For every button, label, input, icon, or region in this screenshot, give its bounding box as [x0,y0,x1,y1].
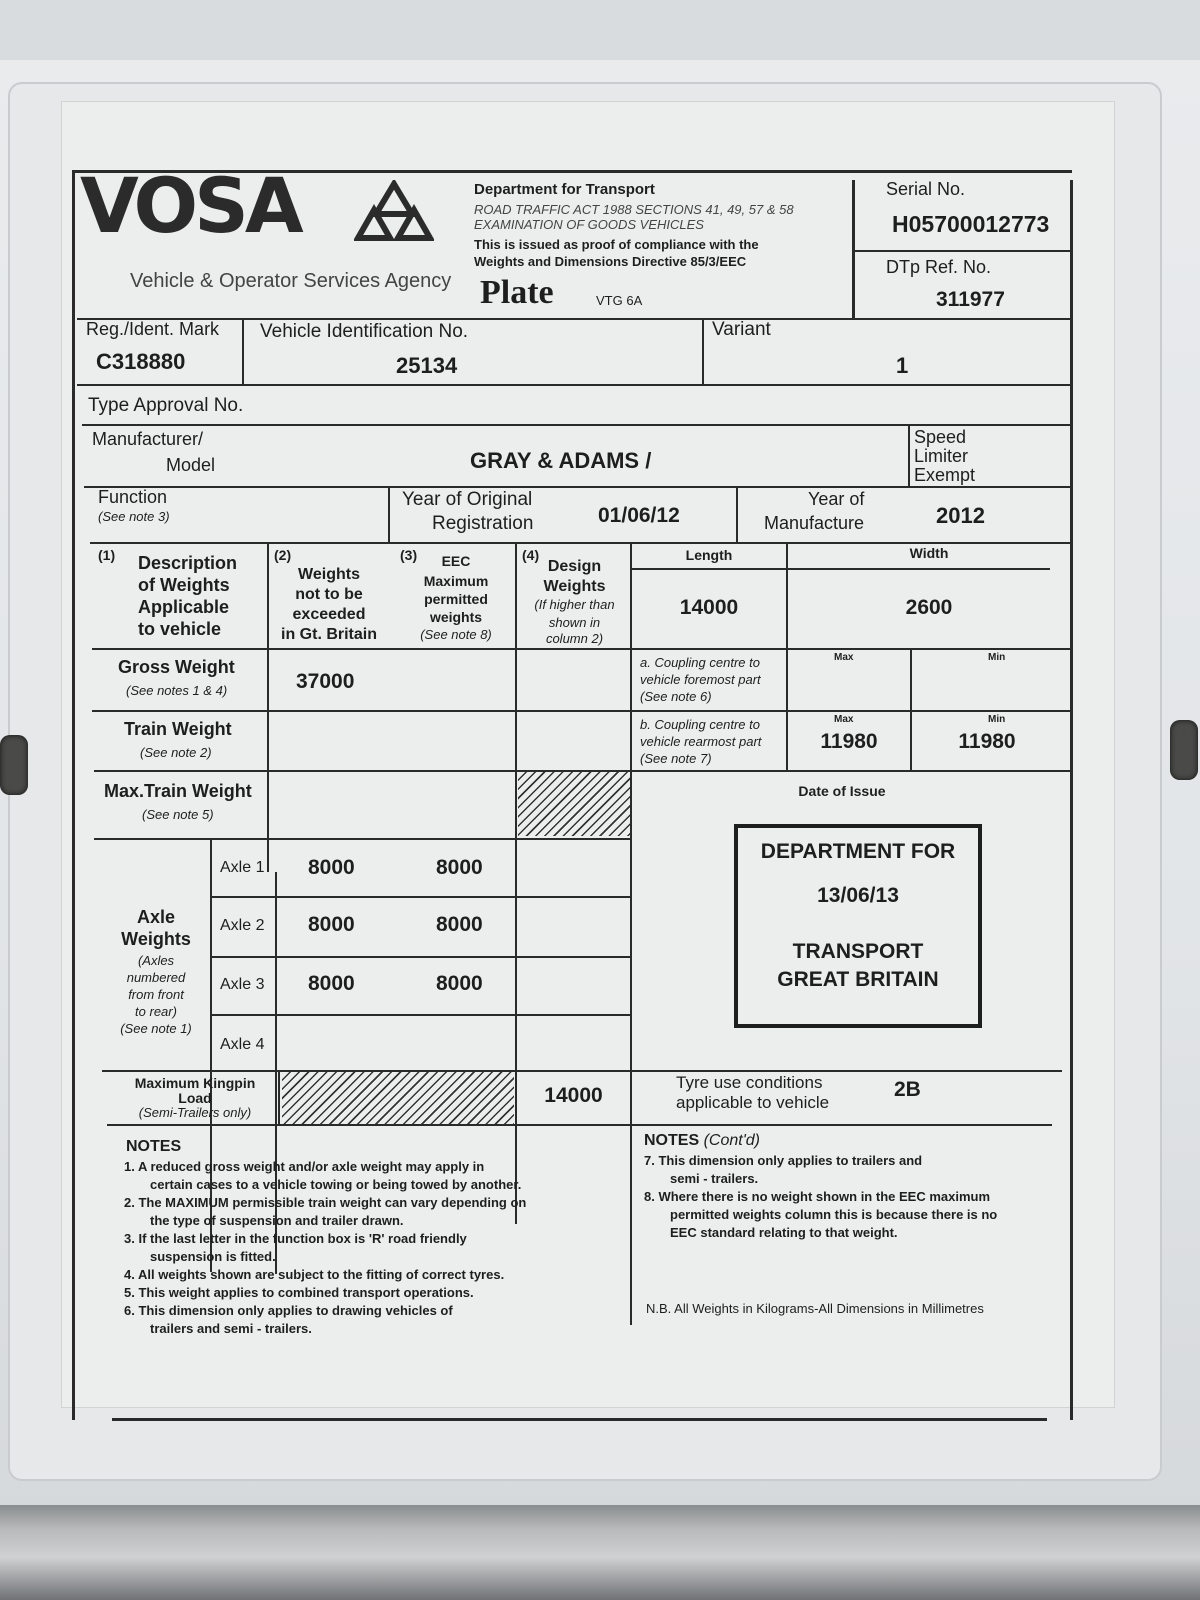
gross-gb-value: 37000 [296,670,355,693]
stamp-line-2: TRANSPORT [792,940,924,963]
col3-line-2: Maximum [423,573,489,589]
vin-value: 25134 [396,353,458,378]
length-value: 14000 [679,596,739,619]
axle-1-eec: 8000 [436,856,483,879]
col4-line-4: shown in [548,615,601,630]
model-label: Model [166,455,216,475]
axle-2-eec: 8000 [436,913,483,936]
coupling-a-min-label: Min [988,652,1006,663]
axle-1-label: Axle 1 [220,859,265,876]
axle-note-5: (See note 1) [120,1021,192,1036]
proof-line-2: Weights and Dimensions Directive 85/3/EEC [474,254,747,269]
note-cont-line: EEC standard relating to that weight. [670,1225,898,1240]
left-bolt [0,735,28,795]
col3-line-4: weights [429,609,483,625]
coupling-a-1: a. Coupling centre to [640,655,760,670]
note-cont-line: permitted weights column this is because there is no [670,1207,998,1222]
reg-label: Reg./Ident. Mark [86,319,220,339]
axle-note-1: (Axles [137,953,175,968]
yom-label-2: Manufacture [764,513,865,533]
coupling-b-max-label: Max [834,714,854,725]
axle-4-label: Axle 4 [220,1036,265,1053]
coupling-b-min-value: 11980 [958,730,1016,753]
kingpin-line-1: Maximum Kingpin [134,1075,256,1091]
axle-title-2: Weights [121,929,191,949]
col4-line-5: column 2) [545,631,604,646]
coupling-b-max-value: 11980 [820,730,878,753]
coupling-a-max-label: Max [834,652,854,663]
right-bolt [1170,720,1198,780]
axle-2-gb: 8000 [308,913,355,936]
coupling-a-2: vehicle foremost part [640,672,761,687]
dept-name: Department for Transport [474,181,655,198]
train-note: (See note 2) [140,745,212,760]
note-cont-line: 7. This dimension only applies to trailers and [644,1153,923,1168]
yor-label-1: Year of Original [402,489,533,510]
function-note: (See note 3) [98,509,170,524]
note-line: suspension is fitted. [150,1249,276,1264]
kingpin-hatch [282,1072,514,1124]
col1-number: (1) [98,547,116,563]
notes-cont-title: NOTES (Cont'd) [644,1132,760,1149]
maxtrain-note: (See note 5) [142,807,214,822]
note-cont-line: semi - trailers. [670,1171,759,1186]
col2-line-4: in Gt. Britain [281,626,377,643]
axle-note-3: from front [128,987,184,1002]
col2-number: (2) [274,547,292,563]
trailer-rail [0,1505,1200,1600]
date-issue-label: Date of Issue [798,783,886,799]
yor-label-2: Registration [432,513,534,534]
coupling-a-3: (See note 6) [640,689,712,704]
yom-label-1: Year of [808,489,865,509]
axle-3-label: Axle 3 [220,976,265,993]
yom-value: 2012 [936,503,985,528]
act-line-2: EXAMINATION OF GOODS VEHICLES [474,217,704,232]
col2-line-2: not to be [295,586,363,603]
vin-label: Vehicle Identification No. [260,321,469,342]
stamp-date: 13/06/13 [817,884,899,907]
width-value: 2600 [905,596,953,619]
stamp-line-3: GREAT BRITAIN [777,968,939,991]
coupling-b-min-label: Min [988,714,1006,725]
kingpin-design-value: 14000 [544,1084,603,1107]
col3-line-3: permitted [424,591,488,607]
note-line: 4. All weights shown are subject to the fitting of correct tyres. [124,1267,505,1282]
coupling-b-2: vehicle rearmost part [640,734,762,749]
axle-2-label: Axle 2 [220,917,265,934]
function-label: Function [98,487,168,507]
plate-title: Plate [480,274,554,311]
col1-line-2: of Weights [138,575,230,595]
axle-3-eec: 8000 [436,972,483,995]
variant-value: 1 [896,353,909,378]
col2-line-3: exceeded [292,606,366,623]
agency-name: Vehicle & Operator Services Agency [130,270,452,292]
gross-label: Gross Weight [118,657,235,677]
vosa-logo: VOSA [80,161,300,250]
width-label: Width [909,545,949,561]
proof-line-1: This is issued as proof of compliance with the [474,237,759,252]
axle-note-2: numbered [126,970,186,985]
tyre-value: 2B [894,1078,921,1101]
maxtrain-label: Max.Train Weight [104,781,252,801]
col1-line-3: Applicable [138,597,230,617]
type-approval-label: Type Approval No. [88,395,244,416]
col2-line-1: Weights [298,566,360,583]
kingpin-line-2: Load [178,1090,212,1106]
note-line: the type of suspension and trailer drawn. [150,1213,404,1228]
speed-label-2: Limiter [914,446,969,466]
train-label: Train Weight [124,719,232,739]
coupling-b-3: (See note 7) [640,751,712,766]
ministry-plate [62,102,1114,1407]
notes-title: NOTES [126,1138,182,1155]
col3-line-5: (See note 8) [420,627,492,642]
axle-3-gb: 8000 [308,972,355,995]
axle-title-1: Axle [136,907,176,927]
length-label: Length [685,547,733,563]
col1-line-1: Description [138,553,238,573]
reg-value: C318880 [96,349,186,374]
gross-note: (See notes 1 & 4) [126,683,228,698]
form-code: VTG 6A [596,293,643,308]
yor-value: 01/06/12 [598,504,680,527]
col3-line-1: EEC [441,553,471,569]
tyre-line-1: Tyre use conditions [676,1073,823,1092]
note-line: trailers and semi - trailers. [150,1321,312,1336]
design-maxtrain-hatch [518,772,630,836]
col4-number: (4) [522,547,540,563]
manufacturer-value: GRAY & ADAMS / [470,448,652,473]
col4-line-3: (If higher than [534,597,615,612]
col3-number: (3) [400,547,418,563]
stamp-line-1: DEPARTMENT FOR [760,840,956,863]
kingpin-line-3: (Semi-Trailers only) [138,1105,252,1120]
crown-triangle-logo [354,180,434,250]
serial-value: H05700012773 [892,211,1050,237]
axle-1-gb: 8000 [308,856,355,879]
note-line: 1. A reduced gross weight and/or axle weight may apply in [124,1159,485,1174]
col1-line-4: to vehicle [138,619,222,639]
manufacturer-label: Manufacturer/ [92,429,204,449]
tyre-line-2: applicable to vehicle [676,1093,830,1112]
note-line: 3. If the last letter in the function box is 'R' road friendly [124,1231,467,1246]
speed-label-3: Exempt [914,465,976,485]
axle-note-4: to rear) [135,1004,177,1019]
nb-units: N.B. All Weights in Kilograms-All Dimensions in Millimetres [646,1301,984,1316]
note-line: certain cases to a vehicle towing or being towed by another. [150,1177,522,1192]
col4-line-2: Weights [543,578,606,595]
note-line: 2. The MAXIMUM permissible train weight can vary depending on [124,1195,527,1210]
note-cont-line: 8. Where there is no weight shown in the EEC maximum [644,1189,991,1204]
variant-label: Variant [712,319,771,340]
note-line: 6. This dimension only applies to drawing vehicles of [124,1303,453,1318]
act-line-1: ROAD TRAFFIC ACT 1988 SECTIONS 41, 49, 57 & 58 [474,202,794,217]
dtp-value: 311977 [936,288,1005,311]
col4-line-1: Design [547,558,602,575]
serial-label: Serial No. [886,179,966,199]
dtp-label: DTp Ref. No. [886,257,992,277]
note-line: 5. This weight applies to combined transport operations. [124,1285,474,1300]
speed-label-1: Speed [914,427,967,447]
coupling-b-1: b. Coupling centre to [640,717,760,732]
